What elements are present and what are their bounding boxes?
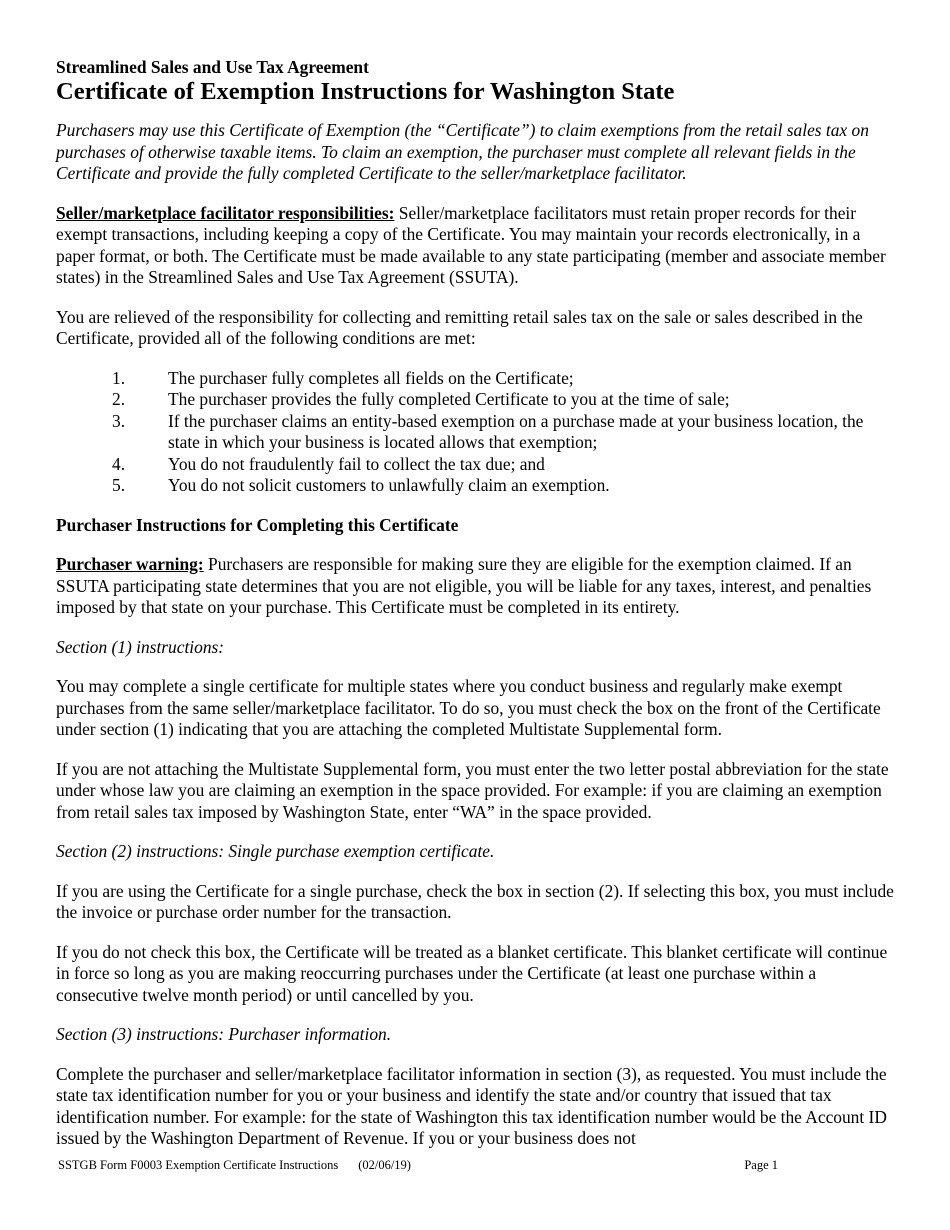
- condition-number: 2.: [112, 389, 126, 409]
- condition-text: If the purchaser claims an entity-based exemption on a purchase made at your business location, the state in which your business is located allows that exemption;: [168, 410, 864, 452]
- footer-page-number: Page 1: [744, 1158, 778, 1172]
- condition-item: [56, 368, 896, 390]
- seller-responsibilities-paragraph: [56, 203, 896, 289]
- seller-responsibilities-lead: Seller/marketplace facilitator responsibilities:: [56, 202, 395, 223]
- page-footer: [58, 1157, 778, 1173]
- purchaser-warning-text: Purchasers are responsible for making sure they are eligible for the exemption claimed. If an SSUTA participating state determines that you are not eligible, you will be liable for any taxes, interest, and penalties imposed by that state on your purchase. This Certificate must be completed in its entirety.: [56, 554, 872, 617]
- condition-item: [56, 454, 896, 476]
- section-1-heading: Section (1) instructions:: [56, 636, 225, 657]
- condition-text: The purchaser fully completes all fields on the Certificate;: [168, 367, 574, 388]
- section-1-paragraph-2: If you are not attaching the Multistate Supplemental form, you must enter the two letter postal abbreviation for the state under whose law you are claiming an exemption in the space provided. For example: if you are claiming an exemption from retail sales tax imposed by Washington State, enter “WA” in the space provided.: [56, 758, 889, 822]
- section-1-paragraph-1: You may complete a single certificate for multiple states where you conduct business and regularly make exempt purchases from the same seller/marketplace facilitator. To do so, you must check the box on the front of the Certificate under section (1) indicating that you are attaching the completed Multistate Supplemental form.: [56, 676, 881, 739]
- purchaser-warning-lead: Purchaser warning:: [56, 554, 204, 574]
- condition-text: You do not fraudulently fail to collect the tax due; and: [168, 453, 545, 474]
- condition-text: The purchaser provides the fully completed Certificate to you at the time of sale;: [168, 389, 730, 409]
- condition-item: [56, 411, 896, 454]
- section-2-paragraph-2: If you do not check this box, the Certificate will be treated as a blanket certificate. This blanket certificate will continue in force so long as you are making reoccurring purchases under the Certificate (at least one purchase within a consecutive twelve month period) or until cancelled by you.: [56, 941, 888, 1005]
- document-title: Certificate of Exemption Instructions for Washington State: [56, 78, 675, 105]
- footer-form-name: SSTGB Form F0003 Exemption Certificate Instructions: [58, 1158, 339, 1172]
- intro-paragraph: Purchasers may use this Certificate of Exemption (the “Certificate”) to claim exemptions from the retail sales tax on purchases of otherwise taxable items. To claim an exemption, the purchaser must complete all relevant fields in the Certificate and provide the fully completed Certificate to the seller/marketplace facilitator.: [56, 120, 869, 183]
- condition-item: [56, 389, 896, 411]
- condition-number: 1.: [112, 367, 126, 388]
- agreement-name: Streamlined Sales and Use Tax Agreement: [56, 57, 369, 77]
- footer-date: (02/06/19): [358, 1158, 411, 1172]
- section-2-heading: Section (2) instructions: Single purchase exemption certificate.: [56, 841, 495, 861]
- document-page: [56, 56, 896, 1168]
- condition-number: 5.: [112, 475, 126, 495]
- conditions-list: [56, 368, 896, 497]
- purchaser-instructions-heading: Purchaser Instructions for Completing this Certificate: [56, 514, 459, 535]
- relieved-paragraph: You are relieved of the responsibility for collecting and remitting retail sales tax on the sale or sales described in the Certificate, provided all of the following conditions are met:: [56, 306, 863, 348]
- section-2-paragraph-1: If you are using the Certificate for a single purchase, check the box in section (2). If selecting this box, you must include the invoice or purchase order number for the transaction.: [56, 880, 894, 922]
- section-3-paragraph-1: Complete the purchaser and seller/marketplace facilitator information in section (3), as requested. You must include the state tax identification number for you or your business and identify the state and/or country that issued that tax identification number. For example: for the state of Washington this tax identification number would be the Account ID issued by the Washington Department of Revenue. If you or your business does not: [56, 1063, 887, 1148]
- condition-number: 3.: [112, 410, 126, 431]
- section-3-heading: Section (3) instructions: Purchaser information.: [56, 1024, 392, 1044]
- seller-responsibilities-text: Seller/marketplace facilitators must retain proper records for their exempt transactions, including keeping a copy of the Certificate. You may maintain your records electronically, in a paper format, or both. The Certificate must be made available to any state participating (member and associate member states) in the Streamlined Sales and Use Tax Agreement (SSUTA).: [56, 202, 886, 287]
- condition-item: [56, 475, 896, 497]
- purchaser-warning-paragraph: [56, 554, 896, 619]
- condition-number: 4.: [112, 453, 126, 474]
- condition-text: You do not solicit customers to unlawfully claim an exemption.: [168, 475, 610, 495]
